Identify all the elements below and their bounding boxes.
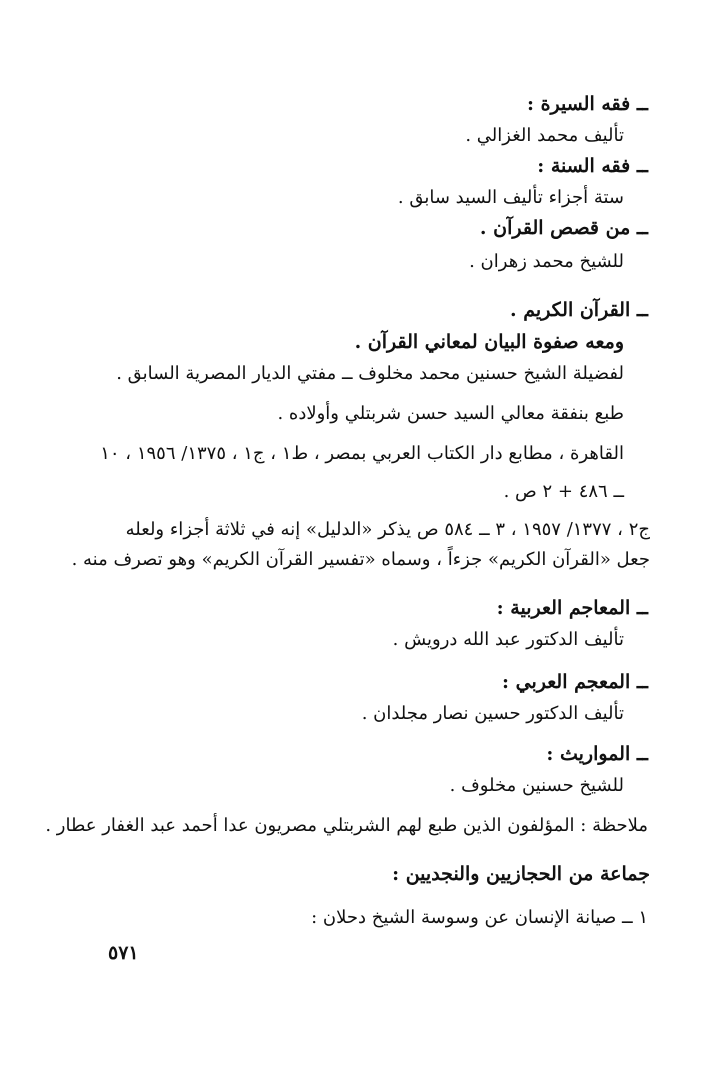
publication-line: ــ ٤٨٦ + ٢ ص . xyxy=(503,481,624,502)
author-line: للشيخ محمد زهران . xyxy=(469,251,624,272)
volume-note: جعل «القرآن الكريم» جزءاً ، وسماه «تفسير القرآن الكريم» وهو تصرف منه . xyxy=(71,549,650,570)
heading-fiqh-alsira: ــ فقه السيرة : xyxy=(526,93,648,115)
volume-note: ج٢ ، ١٣٧٧/ ١٩٥٧ ، ٣ ــ ٥٨٤ ص يذكر «الدليل» إنه في ثلاثة أجزاء ولعله xyxy=(125,519,650,540)
heading-alquran-alkarim: ــ القرآن الكريم . xyxy=(510,299,648,321)
heading-qisas-alquran: ــ من قصص القرآن . xyxy=(479,217,648,239)
heading-almawarith: ــ المواريث : xyxy=(546,743,648,765)
list-item: ١ ــ صيانة الإنسان عن وسوسة الشيخ دحلان : xyxy=(311,907,648,928)
subheading-safwat-albayan: ومعه صفوة البيان لمعاني القرآن . xyxy=(354,331,624,353)
heading-fiqh-alsunna: ــ فقه السنة : xyxy=(537,155,648,177)
page-number: ٥٧١ xyxy=(108,942,139,964)
author-line: تأليف الدكتور عبد الله درويش . xyxy=(392,629,624,650)
author-line: ستة أجزاء تأليف السيد سابق . xyxy=(397,187,624,208)
author-line: تأليف محمد الغزالي . xyxy=(465,125,624,146)
remark-line: ملاحظة : المؤلفون الذين طبع لهم الشربتلي مصريون عدا أحمد عبد الغفار عطار . xyxy=(45,815,648,836)
printing-note: طبع بنفقة معالي السيد حسن شربتلي وأولاده . xyxy=(277,403,624,424)
heading-almujam-alarabi: ــ المعجم العربي : xyxy=(502,671,648,693)
section-heading-hijazi-najdi: جماعة من الحجازيين والنجديين : xyxy=(392,863,650,885)
author-line: للشيخ حسنين مخلوف . xyxy=(449,775,624,796)
author-line: لفضيلة الشيخ حسنين محمد مخلوف ــ مفتي الديار المصرية السابق . xyxy=(116,363,624,384)
heading-almaajim-alarabiya: ــ المعاجم العربية : xyxy=(496,597,648,619)
author-line: تأليف الدكتور حسين نصار مجلدان . xyxy=(361,703,624,724)
publication-line: القاهرة ، مطابع دار الكتاب العربي بمصر ، ط١ ، ج١ ، ١٣٧٥/ ١٩٥٦ ، ١٠ xyxy=(100,443,624,464)
